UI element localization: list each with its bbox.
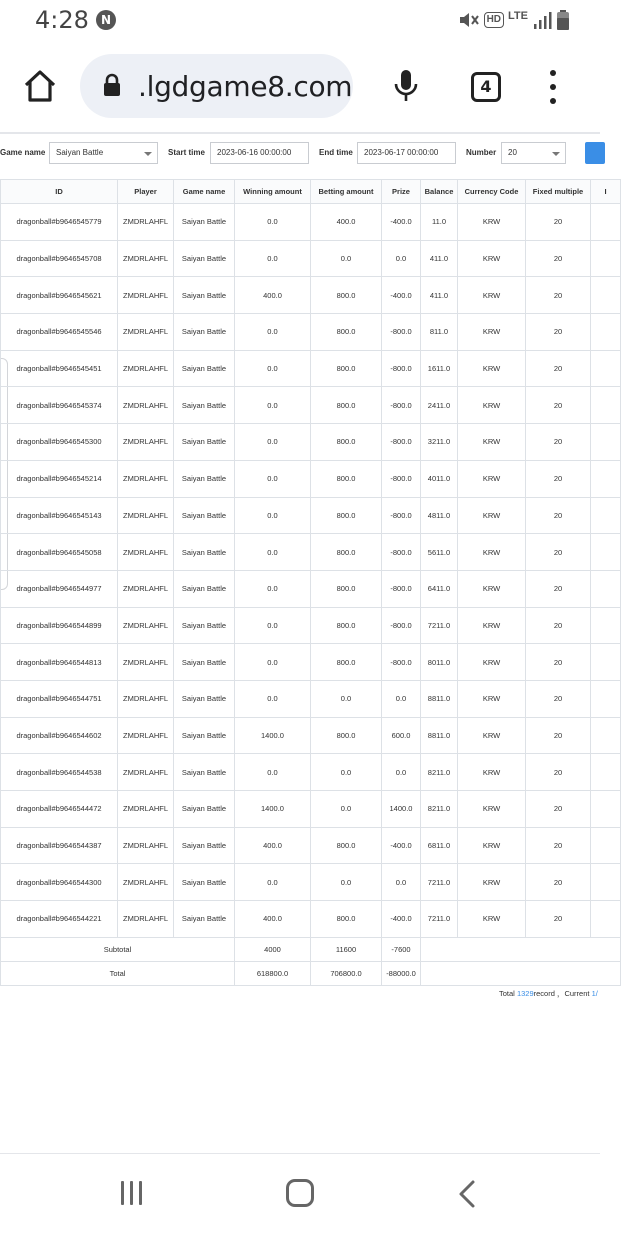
row-winning: 400.0 xyxy=(235,827,311,864)
row-player: ZMDRLAHFL xyxy=(118,901,174,938)
row-game-name: Saiyan Battle xyxy=(174,644,235,681)
back-icon[interactable] xyxy=(456,1180,480,1208)
row-id: dragonball#b9646544899 xyxy=(1,607,118,644)
row-prize: -800.0 xyxy=(382,570,421,607)
row-winning: 0.0 xyxy=(235,534,311,571)
status-icons xyxy=(458,6,570,34)
row-prize: -400.0 xyxy=(382,901,421,938)
row-multiple: 20 xyxy=(526,314,591,351)
table-row xyxy=(1,460,621,497)
row-currency: KRW xyxy=(458,901,526,938)
notification-badge-icon: N xyxy=(96,10,116,30)
row-balance: 8211.0 xyxy=(421,791,458,828)
pager-info xyxy=(499,988,598,999)
row-balance: 2411.0 xyxy=(421,387,458,424)
row-id: dragonball#b9646545143 xyxy=(1,497,118,534)
end-time-label: End time xyxy=(319,148,353,157)
row-prize: -800.0 xyxy=(382,607,421,644)
row-id: dragonball#b9646545779 xyxy=(1,204,118,241)
battery-icon xyxy=(556,9,570,31)
row-overflow-cell xyxy=(591,350,621,387)
row-balance: 3211.0 xyxy=(421,424,458,461)
table-row xyxy=(1,314,621,351)
address-bar[interactable] xyxy=(80,54,353,118)
row-overflow-cell xyxy=(591,424,621,461)
row-winning: 0.0 xyxy=(235,644,311,681)
row-prize: -800.0 xyxy=(382,644,421,681)
lock-icon xyxy=(102,73,122,97)
row-overflow-cell xyxy=(591,680,621,717)
row-id: dragonball#b9646545374 xyxy=(1,387,118,424)
row-player: ZMDRLAHFL xyxy=(118,204,174,241)
row-multiple: 20 xyxy=(526,717,591,754)
row-betting: 800.0 xyxy=(311,717,382,754)
row-player: ZMDRLAHFL xyxy=(118,350,174,387)
column-header: Prize xyxy=(382,180,421,204)
row-player: ZMDRLAHFL xyxy=(118,680,174,717)
table-header-row xyxy=(1,180,621,204)
row-currency: KRW xyxy=(458,497,526,534)
row-currency: KRW xyxy=(458,754,526,791)
column-header: Game name xyxy=(174,180,235,204)
game-name-select[interactable] xyxy=(49,142,158,164)
subtotal-label: Subtotal xyxy=(1,937,235,961)
column-header: Fixed multiple xyxy=(526,180,591,204)
row-balance: 5611.0 xyxy=(421,534,458,571)
number-value: 20 xyxy=(508,148,517,157)
row-id: dragonball#b9646544387 xyxy=(1,827,118,864)
row-winning: 0.0 xyxy=(235,387,311,424)
row-balance: 7211.0 xyxy=(421,864,458,901)
row-game-name: Saiyan Battle xyxy=(174,204,235,241)
row-betting: 800.0 xyxy=(311,350,382,387)
row-balance: 7211.0 xyxy=(421,607,458,644)
table-row xyxy=(1,680,621,717)
status-bar xyxy=(0,0,600,40)
row-overflow-cell xyxy=(591,570,621,607)
row-overflow-cell xyxy=(591,204,621,241)
game-name-value: Saiyan Battle xyxy=(56,148,104,157)
records-table xyxy=(0,179,621,986)
url-text: .lgdgame8.com xyxy=(138,70,353,103)
row-overflow-cell xyxy=(591,901,621,938)
row-currency: KRW xyxy=(458,680,526,717)
search-button[interactable] xyxy=(585,142,605,164)
row-balance: 4811.0 xyxy=(421,497,458,534)
row-player: ZMDRLAHFL xyxy=(118,827,174,864)
row-winning: 1400.0 xyxy=(235,791,311,828)
toolbar-divider xyxy=(0,132,600,134)
row-multiple: 20 xyxy=(526,387,591,424)
row-winning: 400.0 xyxy=(235,901,311,938)
number-label: Number xyxy=(466,148,497,157)
row-player: ZMDRLAHFL xyxy=(118,314,174,351)
table-row xyxy=(1,901,621,938)
row-player: ZMDRLAHFL xyxy=(118,387,174,424)
subtotal-winning: 4000 xyxy=(235,937,311,961)
row-balance: 6811.0 xyxy=(421,827,458,864)
row-multiple: 20 xyxy=(526,791,591,828)
home-icon[interactable] xyxy=(22,68,58,104)
row-overflow-cell xyxy=(591,864,621,901)
row-game-name: Saiyan Battle xyxy=(174,607,235,644)
row-game-name: Saiyan Battle xyxy=(174,424,235,461)
row-prize: 0.0 xyxy=(382,754,421,791)
row-overflow-cell xyxy=(591,607,621,644)
row-multiple: 20 xyxy=(526,754,591,791)
mute-icon xyxy=(458,10,480,30)
row-balance: 8811.0 xyxy=(421,680,458,717)
row-id: dragonball#b9646544538 xyxy=(1,754,118,791)
row-winning: 1400.0 xyxy=(235,717,311,754)
row-currency: KRW xyxy=(458,534,526,571)
table-row xyxy=(1,827,621,864)
row-overflow-cell xyxy=(591,240,621,277)
network-type-icon: LTE xyxy=(508,10,528,22)
row-game-name: Saiyan Battle xyxy=(174,791,235,828)
column-header: Player xyxy=(118,180,174,204)
row-betting: 800.0 xyxy=(311,901,382,938)
row-overflow-cell xyxy=(591,754,621,791)
row-balance: 7211.0 xyxy=(421,901,458,938)
row-id: dragonball#b9646545546 xyxy=(1,314,118,351)
row-multiple: 20 xyxy=(526,534,591,571)
home-button-icon[interactable] xyxy=(286,1179,314,1207)
row-game-name: Saiyan Battle xyxy=(174,827,235,864)
table-row xyxy=(1,754,621,791)
row-multiple: 20 xyxy=(526,240,591,277)
table-row xyxy=(1,497,621,534)
start-time-input[interactable] xyxy=(210,142,309,164)
table-row xyxy=(1,240,621,277)
row-multiple: 20 xyxy=(526,497,591,534)
row-currency: KRW xyxy=(458,240,526,277)
row-currency: KRW xyxy=(458,424,526,461)
row-balance: 8811.0 xyxy=(421,717,458,754)
current-page: 1/ xyxy=(591,989,598,998)
row-player: ZMDRLAHFL xyxy=(118,864,174,901)
row-currency: KRW xyxy=(458,350,526,387)
row-balance: 11.0 xyxy=(421,204,458,241)
row-betting: 800.0 xyxy=(311,314,382,351)
row-betting: 0.0 xyxy=(311,240,382,277)
row-multiple: 20 xyxy=(526,901,591,938)
row-id: dragonball#b9646545058 xyxy=(1,534,118,571)
row-prize: -800.0 xyxy=(382,534,421,571)
row-prize: 0.0 xyxy=(382,864,421,901)
status-time: 4:28 xyxy=(35,6,89,34)
pager-suffix: record ，Current xyxy=(533,989,592,998)
table-row xyxy=(1,607,621,644)
number-select[interactable] xyxy=(501,142,566,164)
row-multiple: 20 xyxy=(526,570,591,607)
row-player: ZMDRLAHFL xyxy=(118,607,174,644)
subtotal-empty xyxy=(421,937,621,961)
row-game-name: Saiyan Battle xyxy=(174,570,235,607)
row-betting: 800.0 xyxy=(311,827,382,864)
row-winning: 400.0 xyxy=(235,277,311,314)
row-id: dragonball#b9646544813 xyxy=(1,644,118,681)
table-row xyxy=(1,350,621,387)
column-header: Winning amount xyxy=(235,180,311,204)
row-player: ZMDRLAHFL xyxy=(118,754,174,791)
row-multiple: 20 xyxy=(526,864,591,901)
row-prize: -400.0 xyxy=(382,277,421,314)
row-id: dragonball#b9646544221 xyxy=(1,901,118,938)
table-row xyxy=(1,204,621,241)
row-betting: 800.0 xyxy=(311,497,382,534)
row-game-name: Saiyan Battle xyxy=(174,534,235,571)
row-game-name: Saiyan Battle xyxy=(174,387,235,424)
row-betting: 800.0 xyxy=(311,534,382,571)
row-multiple: 20 xyxy=(526,827,591,864)
row-game-name: Saiyan Battle xyxy=(174,350,235,387)
chevron-down-icon xyxy=(552,152,560,156)
row-multiple: 20 xyxy=(526,460,591,497)
row-currency: KRW xyxy=(458,717,526,754)
more-menu-icon[interactable] xyxy=(546,70,560,104)
row-overflow-cell xyxy=(591,497,621,534)
row-winning: 0.0 xyxy=(235,754,311,791)
row-overflow-cell xyxy=(591,827,621,864)
row-id: dragonball#b9646544751 xyxy=(1,680,118,717)
row-game-name: Saiyan Battle xyxy=(174,277,235,314)
row-winning: 0.0 xyxy=(235,570,311,607)
row-player: ZMDRLAHFL xyxy=(118,424,174,461)
row-prize: 0.0 xyxy=(382,240,421,277)
row-overflow-cell xyxy=(591,277,621,314)
table-row xyxy=(1,387,621,424)
row-currency: KRW xyxy=(458,644,526,681)
table-row xyxy=(1,277,621,314)
total-betting: 706800.0 xyxy=(311,961,382,985)
row-prize: 1400.0 xyxy=(382,791,421,828)
row-betting: 800.0 xyxy=(311,387,382,424)
row-id: dragonball#b9646545300 xyxy=(1,424,118,461)
row-currency: KRW xyxy=(458,827,526,864)
chevron-down-icon xyxy=(144,152,152,156)
row-winning: 0.0 xyxy=(235,460,311,497)
row-overflow-cell xyxy=(591,314,621,351)
row-betting: 800.0 xyxy=(311,644,382,681)
subtotal-prize: -7600 xyxy=(382,937,421,961)
table-row xyxy=(1,717,621,754)
row-player: ZMDRLAHFL xyxy=(118,570,174,607)
row-id: dragonball#b9646544472 xyxy=(1,791,118,828)
table-row xyxy=(1,864,621,901)
row-prize: -800.0 xyxy=(382,314,421,351)
row-currency: KRW xyxy=(458,387,526,424)
column-header: I xyxy=(591,180,621,204)
microphone-icon[interactable] xyxy=(392,68,420,104)
row-game-name: Saiyan Battle xyxy=(174,240,235,277)
row-betting: 0.0 xyxy=(311,864,382,901)
row-balance: 4011.0 xyxy=(421,460,458,497)
subtotal-betting: 11600 xyxy=(311,937,382,961)
row-prize: -800.0 xyxy=(382,460,421,497)
row-overflow-cell xyxy=(591,387,621,424)
row-player: ZMDRLAHFL xyxy=(118,791,174,828)
hd-icon: HD xyxy=(484,12,504,28)
row-player: ZMDRLAHFL xyxy=(118,497,174,534)
table-row xyxy=(1,534,621,571)
row-prize: -800.0 xyxy=(382,424,421,461)
row-winning: 0.0 xyxy=(235,864,311,901)
row-overflow-cell xyxy=(591,460,621,497)
row-winning: 0.0 xyxy=(235,314,311,351)
row-game-name: Saiyan Battle xyxy=(174,864,235,901)
row-balance: 411.0 xyxy=(421,277,458,314)
row-game-name: Saiyan Battle xyxy=(174,680,235,717)
row-betting: 800.0 xyxy=(311,460,382,497)
end-time-input[interactable] xyxy=(357,142,456,164)
row-multiple: 20 xyxy=(526,277,591,314)
record-count: 1329 xyxy=(516,989,534,998)
row-id: dragonball#b9646545621 xyxy=(1,277,118,314)
table-row xyxy=(1,644,621,681)
row-id: dragonball#b9646545214 xyxy=(1,460,118,497)
signal-icon xyxy=(532,10,552,30)
row-game-name: Saiyan Battle xyxy=(174,754,235,791)
row-id: dragonball#b9646545708 xyxy=(1,240,118,277)
row-betting: 800.0 xyxy=(311,607,382,644)
row-game-name: Saiyan Battle xyxy=(174,901,235,938)
row-player: ZMDRLAHFL xyxy=(118,240,174,277)
row-id: dragonball#b9646544602 xyxy=(1,717,118,754)
total-row xyxy=(1,961,621,985)
subtotal-row xyxy=(1,937,621,961)
row-player: ZMDRLAHFL xyxy=(118,644,174,681)
row-multiple: 20 xyxy=(526,204,591,241)
row-betting: 0.0 xyxy=(311,791,382,828)
column-header: ID xyxy=(1,180,118,204)
row-game-name: Saiyan Battle xyxy=(174,314,235,351)
row-prize: 0.0 xyxy=(382,680,421,717)
row-betting: 0.0 xyxy=(311,754,382,791)
row-game-name: Saiyan Battle xyxy=(174,717,235,754)
records-table-wrap xyxy=(0,179,607,986)
row-betting: 400.0 xyxy=(311,204,382,241)
row-balance: 6411.0 xyxy=(421,570,458,607)
row-balance: 8011.0 xyxy=(421,644,458,681)
row-currency: KRW xyxy=(458,314,526,351)
row-currency: KRW xyxy=(458,864,526,901)
row-winning: 0.0 xyxy=(235,680,311,717)
row-winning: 0.0 xyxy=(235,424,311,461)
row-balance: 411.0 xyxy=(421,240,458,277)
total-prize: -88000.0 xyxy=(382,961,421,985)
column-header: Betting amount xyxy=(311,180,382,204)
row-multiple: 20 xyxy=(526,680,591,717)
row-winning: 0.0 xyxy=(235,240,311,277)
table-row xyxy=(1,791,621,828)
column-header: Balance xyxy=(421,180,458,204)
recent-apps-icon[interactable] xyxy=(119,1181,145,1205)
start-time-value: 2023-06-16 00:00:00 xyxy=(217,148,292,157)
pager-prefix: Total xyxy=(499,989,517,998)
row-winning: 0.0 xyxy=(235,350,311,387)
row-game-name: Saiyan Battle xyxy=(174,497,235,534)
row-betting: 800.0 xyxy=(311,570,382,607)
row-currency: KRW xyxy=(458,277,526,314)
row-player: ZMDRLAHFL xyxy=(118,460,174,497)
row-player: ZMDRLAHFL xyxy=(118,717,174,754)
row-currency: KRW xyxy=(458,570,526,607)
row-game-name: Saiyan Battle xyxy=(174,460,235,497)
row-player: ZMDRLAHFL xyxy=(118,277,174,314)
row-multiple: 20 xyxy=(526,607,591,644)
system-nav-bar xyxy=(0,1154,600,1233)
row-winning: 0.0 xyxy=(235,497,311,534)
row-betting: 800.0 xyxy=(311,424,382,461)
row-prize: -800.0 xyxy=(382,387,421,424)
row-multiple: 20 xyxy=(526,424,591,461)
row-prize: 600.0 xyxy=(382,717,421,754)
row-currency: KRW xyxy=(458,204,526,241)
row-overflow-cell xyxy=(591,791,621,828)
row-id: dragonball#b9646544300 xyxy=(1,864,118,901)
row-overflow-cell xyxy=(591,644,621,681)
row-id: dragonball#b9646544977 xyxy=(1,570,118,607)
row-balance: 811.0 xyxy=(421,314,458,351)
tab-switcher-button[interactable]: 4 xyxy=(471,72,501,102)
row-betting: 800.0 xyxy=(311,277,382,314)
row-betting: 0.0 xyxy=(311,680,382,717)
game-name-label: Game name xyxy=(0,148,46,157)
row-winning: 0.0 xyxy=(235,607,311,644)
row-currency: KRW xyxy=(458,607,526,644)
end-time-value: 2023-06-17 00:00:00 xyxy=(364,148,439,157)
row-prize: -400.0 xyxy=(382,204,421,241)
row-multiple: 20 xyxy=(526,644,591,681)
start-time-label: Start time xyxy=(168,148,205,157)
column-header: Currency Code xyxy=(458,180,526,204)
row-overflow-cell xyxy=(591,717,621,754)
row-overflow-cell xyxy=(591,534,621,571)
row-balance: 1611.0 xyxy=(421,350,458,387)
browser-toolbar xyxy=(0,48,600,128)
row-multiple: 20 xyxy=(526,350,591,387)
table-row xyxy=(1,424,621,461)
total-label: Total xyxy=(1,961,235,985)
row-prize: -800.0 xyxy=(382,497,421,534)
filter-bar xyxy=(0,140,600,166)
row-balance: 8211.0 xyxy=(421,754,458,791)
row-currency: KRW xyxy=(458,791,526,828)
row-id: dragonball#b9646545451 xyxy=(1,350,118,387)
row-currency: KRW xyxy=(458,460,526,497)
table-row xyxy=(1,570,621,607)
row-prize: -400.0 xyxy=(382,827,421,864)
total-empty xyxy=(421,961,621,985)
total-winning: 618800.0 xyxy=(235,961,311,985)
row-winning: 0.0 xyxy=(235,204,311,241)
row-player: ZMDRLAHFL xyxy=(118,534,174,571)
row-prize: -800.0 xyxy=(382,350,421,387)
